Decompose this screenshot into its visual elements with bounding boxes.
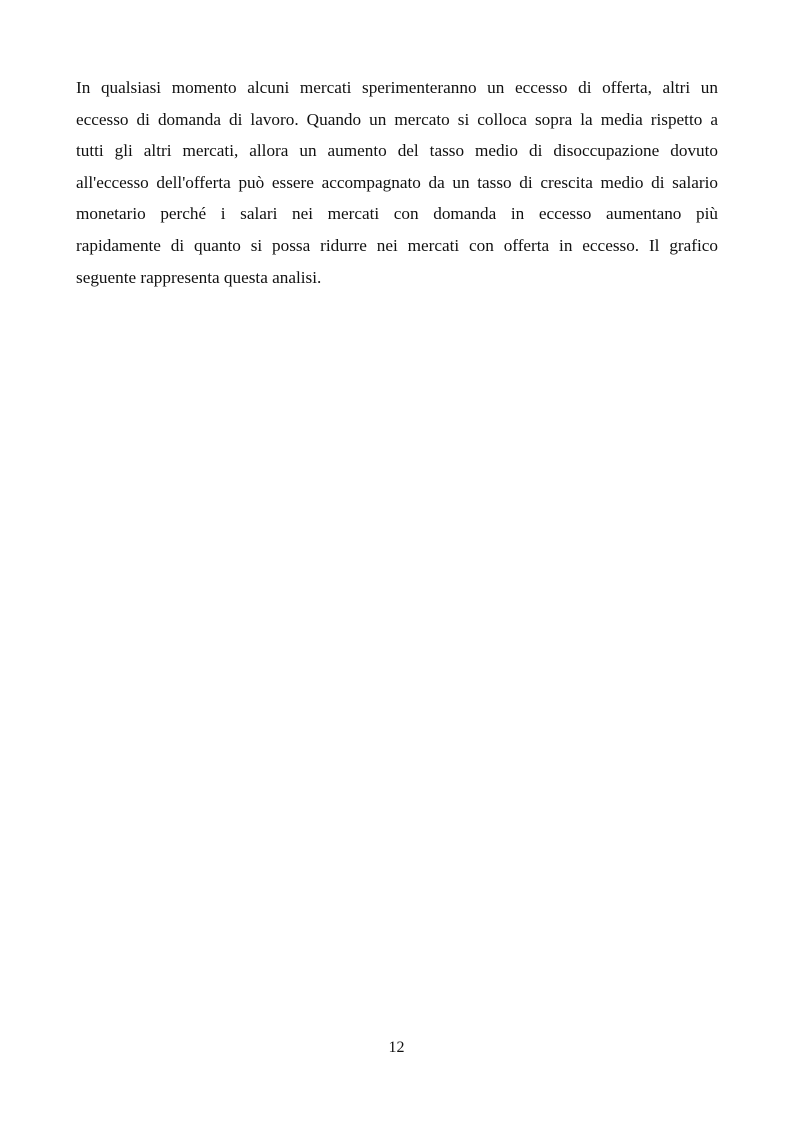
paragraph-line: eccesso di domanda di lavoro. Quando un mercato si colloca sopra la media rispetto a: [76, 109, 718, 129]
paragraph-line: all'eccesso dell'offerta può essere accompagnato da un tasso di crescita medio di salario: [76, 172, 718, 192]
paragraph-line: seguente rappresenta questa analisi.: [76, 267, 322, 287]
paragraph-line: In qualsiasi momento alcuni mercati sperimenteranno un eccesso di offerta, altri un: [76, 78, 718, 97]
paragraph-line: tutti gli altri mercati, allora un aumento del tasso medio di disoccupazione dovuto: [76, 141, 718, 161]
body-paragraph: [76, 72, 718, 293]
paragraph-line: monetario perché i salari nei mercati con domanda in eccesso aumentano più: [76, 204, 718, 224]
page-number: 12: [388, 1039, 405, 1056]
paragraph-line: rapidamente di quanto si possa ridurre nei mercati con offerta in eccesso. Il grafico: [76, 235, 718, 255]
